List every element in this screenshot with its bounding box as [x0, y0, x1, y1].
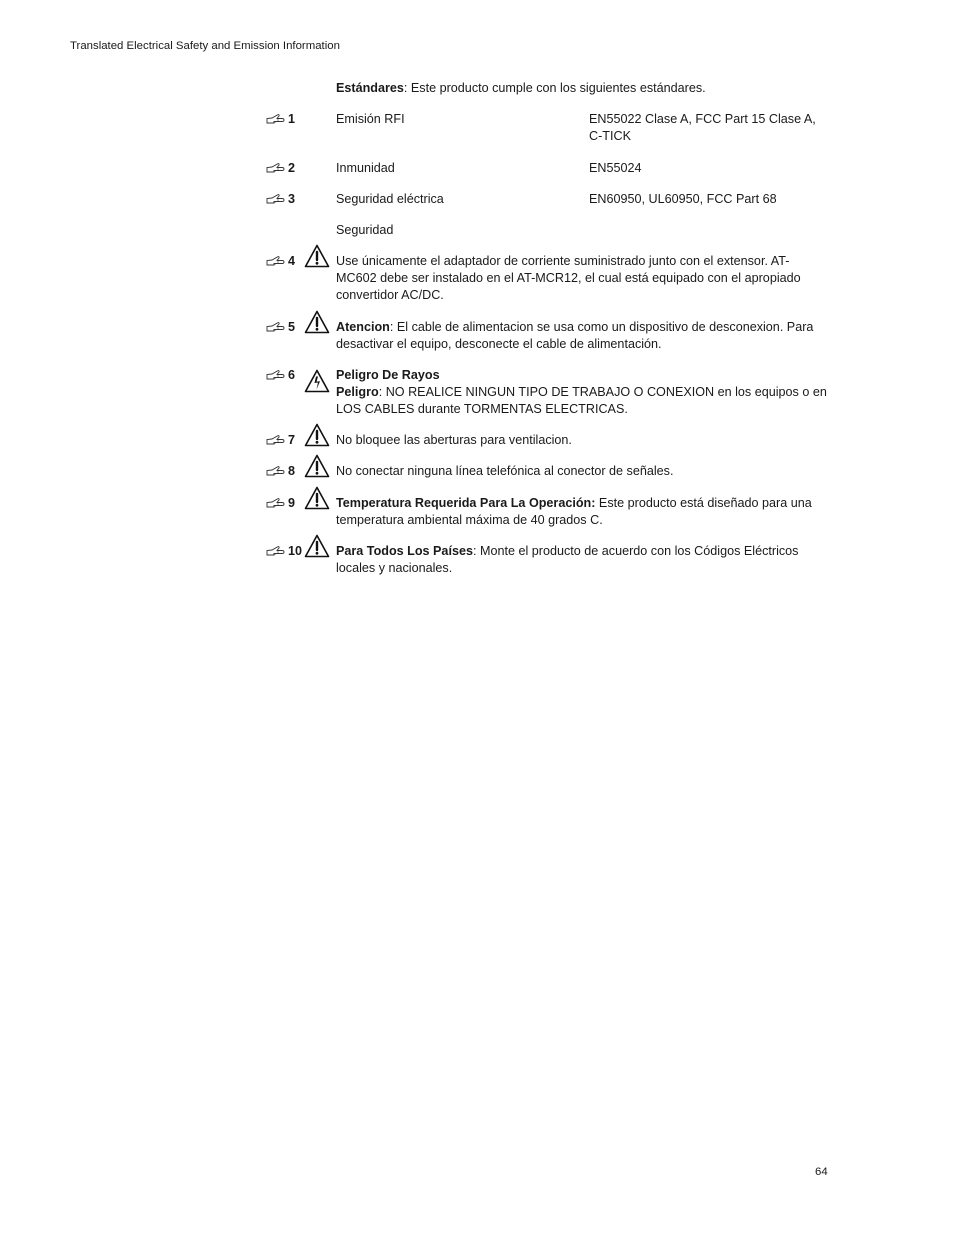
- item-number: 6: [288, 368, 296, 382]
- standards-intro-label: Estándares: [336, 81, 404, 95]
- standard-value-line: EN55024: [589, 161, 642, 175]
- item-marker: [266, 319, 295, 336]
- item-number: 4: [288, 254, 296, 268]
- standard-name: Emisión RFI: [336, 112, 405, 126]
- standard-name: Seguridad eléctrica: [336, 192, 444, 206]
- item-marker: [266, 253, 295, 270]
- pointing-hand-icon: [266, 321, 286, 333]
- warning-text: [336, 319, 828, 353]
- item-marker: [266, 160, 295, 177]
- item-marker: [266, 111, 295, 128]
- item-number: 7: [288, 433, 296, 447]
- item-number: 5: [288, 320, 296, 334]
- warning-body: : El cable de alimentacion se usa como un dispositivo de desconexion. Para desactivar el equipo, desconecte el cable de alimentación.: [336, 320, 814, 351]
- pointing-hand-icon: [266, 434, 286, 446]
- item-marker: [266, 191, 295, 208]
- item-number: 2: [288, 161, 296, 175]
- standard-value: [589, 191, 824, 208]
- pointing-hand-icon: [266, 193, 286, 205]
- standard-value-line: EN55022 Clase A, FCC Part 15 Clase A,: [589, 112, 816, 126]
- standard-value-line: EN60950, UL60950, FCC Part 68: [589, 192, 777, 206]
- standards-intro-text: : Este producto cumple con los siguientes estándares.: [403, 81, 706, 95]
- pointing-hand-icon: [266, 255, 286, 267]
- warning-text: Use únicamente el adaptador de corriente suministrado junto con el extensor. AT-MC602 debe ser instalado en el AT-MCR12, el cual está equipado con el apropiado convertidor AC/DC.: [336, 254, 801, 302]
- safety-heading: Seguridad: [336, 223, 394, 237]
- caution-triangle-icon: [304, 423, 330, 447]
- warning-title: Peligro De Rayos: [336, 368, 440, 382]
- warning-body: : NO REALICE NINGUN TIPO DE TRABAJO O CONEXION en los equipos o en LOS CABLES durante TORMENTAS ELECTRICAS.: [336, 385, 827, 416]
- page-number: 64: [815, 1166, 828, 1178]
- item-marker: [266, 367, 295, 384]
- caution-triangle-icon: [304, 244, 330, 268]
- warning-body: Este producto está diseñado para una temperatura ambiental máxima de 40 grados C.: [336, 496, 812, 527]
- item-number: 10: [288, 544, 303, 558]
- item-number: 9: [288, 496, 296, 510]
- item-marker: [266, 543, 302, 560]
- caution-triangle-icon: [304, 454, 330, 478]
- warning-label: Temperatura Requerida Para La Operación:: [336, 496, 596, 510]
- pointing-hand-icon: [266, 497, 286, 509]
- warning-label: Peligro: [336, 385, 379, 399]
- item-marker: [266, 495, 295, 512]
- standard-name: Inmunidad: [336, 161, 395, 175]
- item-marker: [266, 463, 295, 480]
- item-number: 8: [288, 464, 296, 478]
- warning-text: [336, 495, 828, 529]
- standard-value: [589, 111, 824, 145]
- standard-value-line: C-TICK: [589, 129, 631, 143]
- warning-text: No bloquee las aberturas para ventilacion.: [336, 433, 572, 447]
- pointing-hand-icon: [266, 545, 286, 557]
- warning-text: [336, 543, 828, 577]
- standards-intro: [336, 80, 828, 97]
- caution-triangle-icon: [304, 534, 330, 558]
- caution-triangle-icon: [304, 486, 330, 510]
- pointing-hand-icon: [266, 162, 286, 174]
- warning-label: Para Todos Los Países: [336, 544, 473, 558]
- running-header: Translated Electrical Safety and Emission Information: [70, 40, 340, 52]
- pointing-hand-icon: [266, 465, 286, 477]
- standard-value: [589, 160, 824, 177]
- warning-text: [336, 367, 828, 418]
- pointing-hand-icon: [266, 369, 286, 381]
- pointing-hand-icon: [266, 113, 286, 125]
- warning-body: : Monte el producto de acuerdo con los Códigos Eléctricos locales y nacionales.: [336, 544, 799, 575]
- item-number: 1: [288, 112, 296, 126]
- item-marker: [266, 432, 295, 449]
- item-number: 3: [288, 192, 296, 206]
- warning-text: No conectar ninguna línea telefónica al conector de señales.: [336, 464, 674, 478]
- warning-label: Atencion: [336, 320, 390, 334]
- caution-triangle-icon: [304, 310, 330, 334]
- lightning-triangle-icon: [304, 369, 330, 393]
